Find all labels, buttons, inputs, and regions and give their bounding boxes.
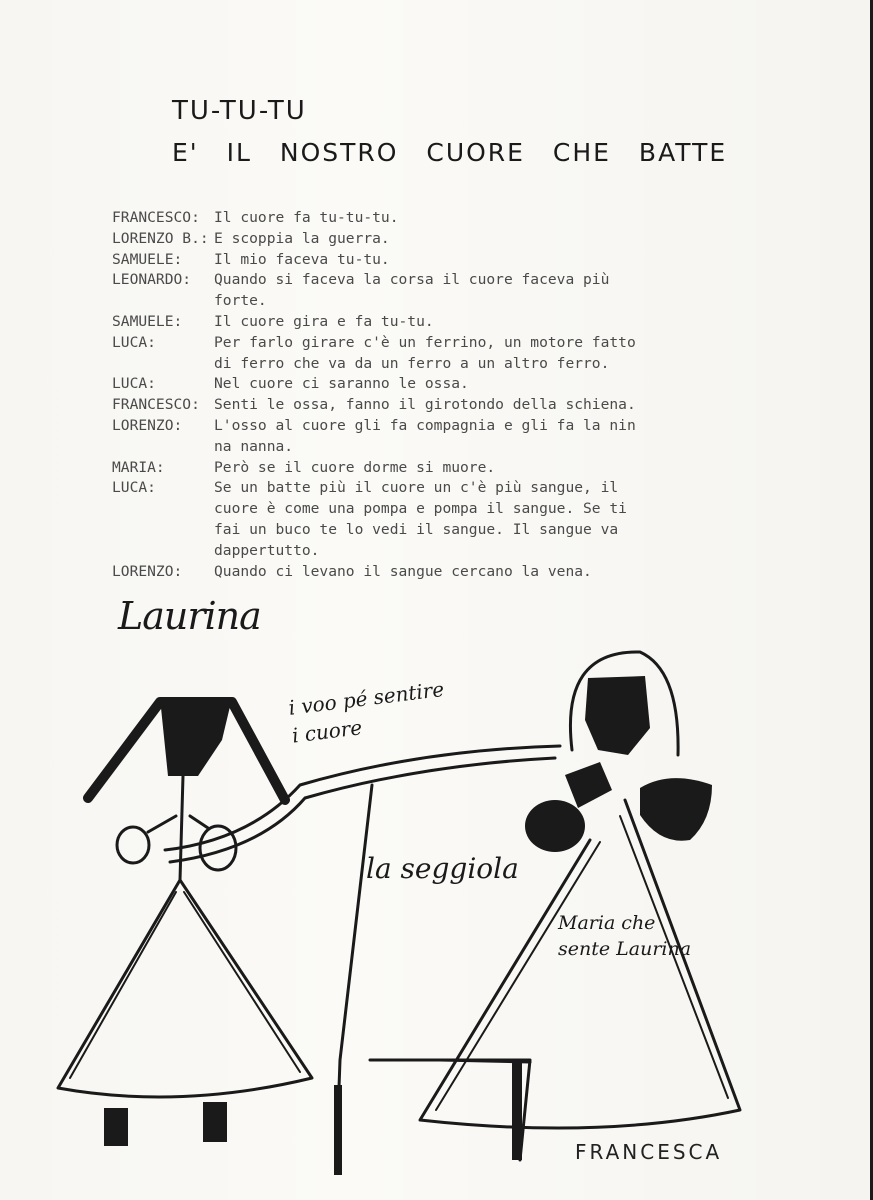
dialogue-line xyxy=(112,229,732,250)
right-figure-right-hand xyxy=(640,778,712,841)
left-figure-hand xyxy=(117,827,149,863)
label-maria xyxy=(558,910,691,962)
dialogue-line xyxy=(112,208,732,229)
speaker xyxy=(112,541,214,562)
speaker: FRANCESCO: xyxy=(112,396,200,414)
dialogue-line xyxy=(112,270,732,291)
speaker xyxy=(112,291,214,312)
label-maria-line1: Maria che xyxy=(558,912,656,934)
utterance: E scoppia la guerra. xyxy=(214,229,390,247)
dialogue-line xyxy=(112,478,732,499)
speaker: MARIA: xyxy=(112,458,165,476)
chair-seat xyxy=(370,1060,530,1160)
speaker: SAMUELE: xyxy=(112,312,183,330)
title-line-1: TU-TU-TU xyxy=(172,96,307,126)
right-figure-head xyxy=(585,676,650,755)
dialogue-line xyxy=(112,499,732,520)
utterance: Per farlo girare c'è un ferrino, un motore fatto xyxy=(214,333,636,351)
signature: FRANCESCA xyxy=(575,1140,723,1164)
speaker: LEONARDO: xyxy=(112,271,192,289)
dialogue-line xyxy=(112,458,732,479)
utterance: Il cuore fa tu-tu-tu. xyxy=(214,209,399,226)
speaker xyxy=(112,437,214,458)
left-figure-dress xyxy=(58,880,312,1097)
utterance: cuore è come una pompa e pompa il sangue. Se ti xyxy=(214,500,627,518)
speaker: LORENZO B.: xyxy=(112,229,209,247)
dialogue-line xyxy=(112,354,732,375)
utterance: di ferro che va da un ferro a un altro ferro. xyxy=(214,354,610,372)
utterance: forte. xyxy=(214,292,267,310)
utterance: fai un buco te lo vedi il sangue. Il sangue va xyxy=(214,520,619,538)
speaker xyxy=(112,354,214,375)
right-figure-dress xyxy=(420,800,740,1128)
label-sentire-line2: i cuore xyxy=(290,715,364,748)
utterance: Il cuore gira e fa tu-tu. xyxy=(214,312,434,330)
stethoscope-tube-2 xyxy=(170,758,555,862)
utterance: Se un batte più il cuore un c'è più sangue, il xyxy=(214,479,619,497)
dialogue-line xyxy=(112,416,732,437)
speaker: LORENZO: xyxy=(112,562,183,580)
dialogue-line xyxy=(112,541,732,562)
dialogue-transcript xyxy=(112,208,732,582)
dialogue-line xyxy=(112,395,732,416)
utterance: Quando si faceva la corsa il cuore faceva più xyxy=(214,271,610,289)
utterance: Il mio faceva tu-tu. xyxy=(214,250,390,268)
utterance: Nel cuore ci saranno le ossa. xyxy=(214,375,469,393)
left-figure-head xyxy=(160,698,232,776)
dialogue-line xyxy=(112,333,732,354)
label-maria-line2: sente Laurina xyxy=(558,938,692,960)
utterance: Però se il cuore dorme si muore. xyxy=(214,458,496,476)
speaker: FRANCESCO: xyxy=(112,209,200,226)
dialogue-line xyxy=(112,291,732,312)
utterance: Senti le ossa, fanno il girotondo della schiena. xyxy=(214,396,636,414)
dialogue-line xyxy=(112,250,732,271)
speaker xyxy=(112,520,214,541)
speaker: LUCA: xyxy=(112,333,156,351)
utterance: Quando ci levano il sangue cercano la vena. xyxy=(214,562,592,580)
dialogue-line xyxy=(112,520,732,541)
label-laurina: Laurina xyxy=(118,594,261,638)
label-seggiola: la seggiola xyxy=(366,852,519,885)
speaker xyxy=(112,499,214,520)
left-figure-dress-inner xyxy=(70,892,300,1078)
speaker: LUCA: xyxy=(112,375,156,393)
utterance: dappertutto. xyxy=(214,541,320,559)
chair-left-foot xyxy=(334,1085,342,1175)
label-sentire-line1: i voo pé sentire xyxy=(287,676,446,720)
left-figure-shoe xyxy=(104,1108,128,1146)
utterance: na nanna. xyxy=(214,437,294,455)
dialogue-line xyxy=(112,437,732,458)
chair-right-leg xyxy=(512,1060,522,1160)
title-line-2: E' IL NOSTRO CUORE CHE BATTE xyxy=(172,138,728,167)
speaker: LUCA: xyxy=(112,479,156,497)
left-figure-neck xyxy=(180,776,183,880)
right-figure-left-hand xyxy=(525,800,585,852)
speaker: LORENZO: xyxy=(112,416,183,434)
left-figure-shoe xyxy=(203,1102,227,1142)
dialogue-line xyxy=(112,374,732,395)
left-figure-arms xyxy=(148,816,208,832)
utterance: L'osso al cuore gli fa compagnia e gli fa la nin xyxy=(214,416,636,434)
speaker: SAMUELE: xyxy=(112,250,183,268)
dialogue-line xyxy=(112,312,732,333)
stethoscope-chestpiece xyxy=(565,762,612,808)
